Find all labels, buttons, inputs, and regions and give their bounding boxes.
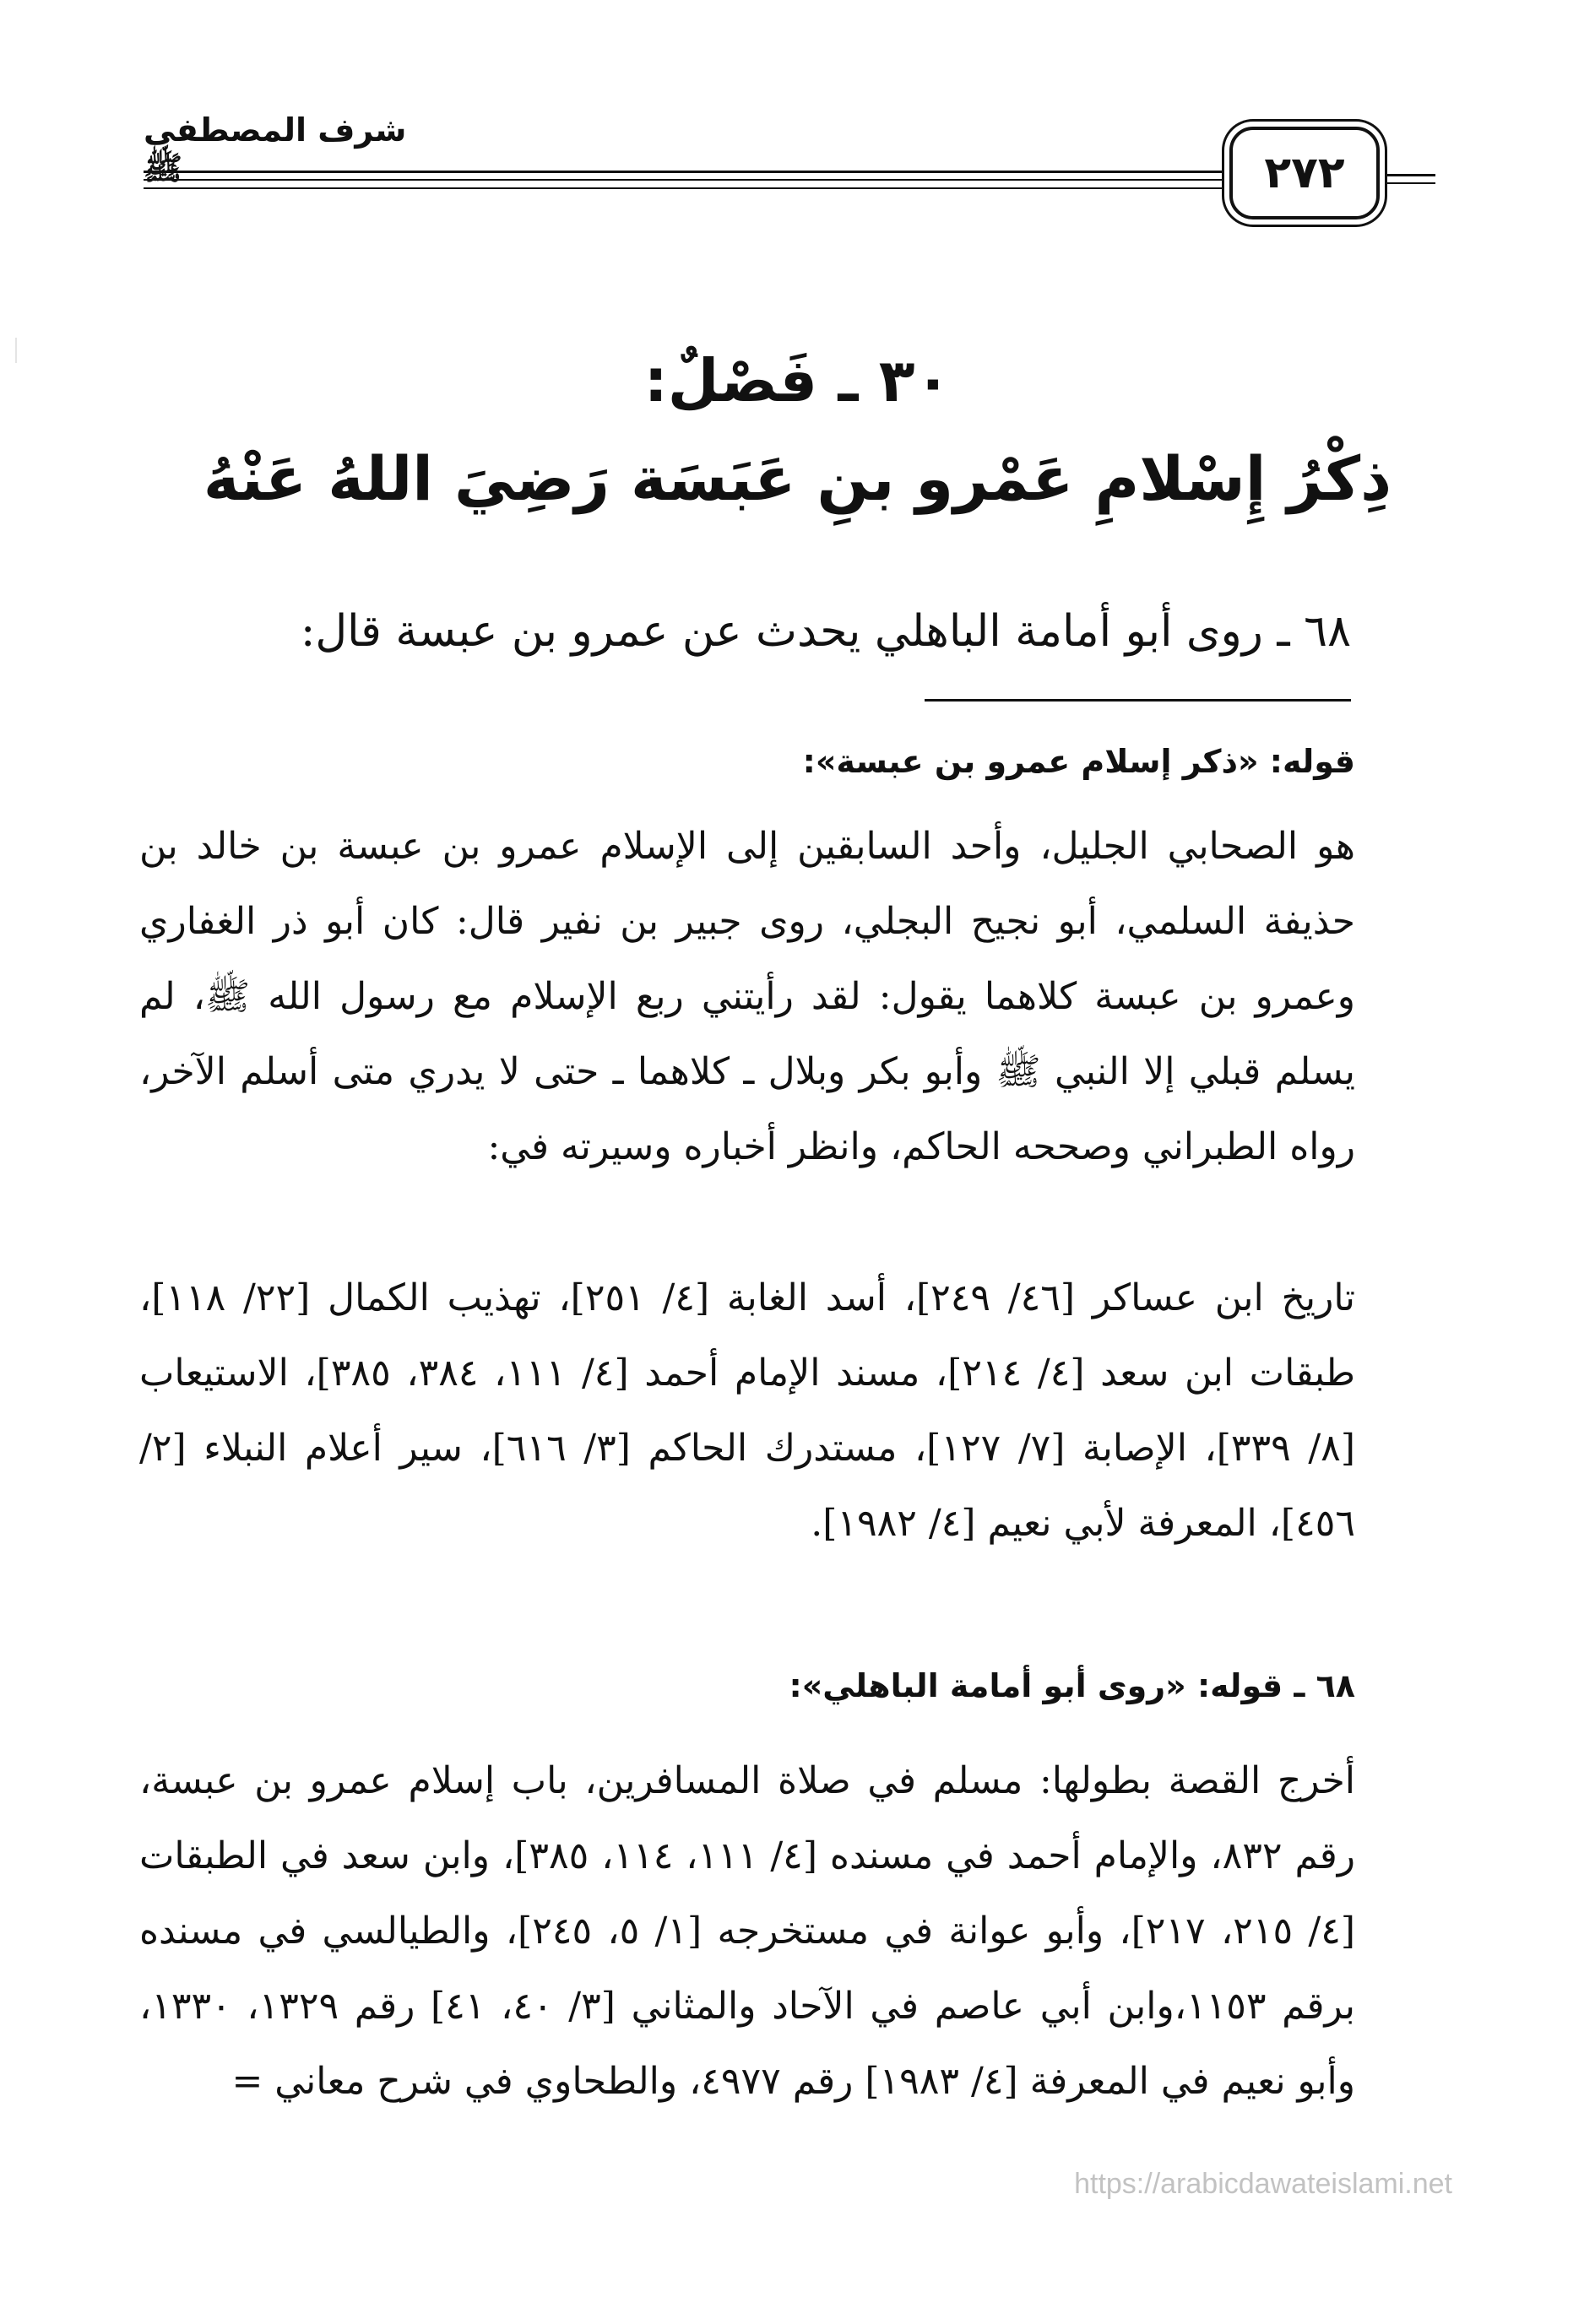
footnote-block-2 — [139, 1667, 1355, 1704]
hadith-text: ٦٨ ـ روى أبو أمامة الباهلي يحدث عن عمرو بن عبسة قال: — [300, 606, 1351, 657]
footnote-text: أخرج القصة بطولها: مسلم في صلاة المسافرين، باب إسلام عمرو بن عبسة، رقم ٨٣٢، والإمام أحمد في مسنده [٤/ ١١١، ١١٤، ٣٨٥]، وابن سعد في الطبقات [٤/ ٢١٥، ٢١٧]، وأبو عوانة في مستخرجه [١/ ٥، ٢٤٥]، والطيالسي في مسنده برقم ١١٥٣،وابن أبي عاصم في الآحاد والمثاني [٣/ ٤٠، ٤١] رقم ١٣٢٩، ١٣٣٠، وأبو نعيم في المعرفة [٤/ ١٩٨٣] رقم ٤٩٧٧، والطحاوي في شرح معاني = — [139, 1759, 1356, 2103]
running-header-title: شرف المصطفى ﷺ — [144, 111, 407, 187]
chapter-number: ٣٠ ـ فَصْلٌ: — [643, 346, 952, 415]
footnote-separator — [925, 699, 1351, 702]
footnote-label: قوله: «ذكر إسلام عمرو بن عبسة»: — [802, 743, 1355, 780]
footnote-text: هو الصحابي الجليل، وأحد السابقين إلى الإسلام عمرو بن عبسة بن خالد بن حذيفة السلمي، أبو نجيح البجلي، روى جبير بن نفير قال: كان أبو ذر الغفاري وعمرو بن عبسة كلاهما يقول: لقد رأيتني ربع الإسلام مع رسول الله ﷺ، لم يسلم قبلي إلا النبي ﷺ وأبو بكر وبلال ـ كلاهما ـ حتى لا يدري متى أسلم الآخر، رواه الطبراني وصححه الحاكم، وانظر أخباره وسيرته في: — [139, 825, 1355, 1168]
footnote-paragraph — [139, 809, 1355, 1184]
watermark-url: https://arabicdawateislami.net — [1074, 2168, 1452, 2200]
chapter-title: ذِكْرُ إِسْلامِ عَمْرو بنِ عَبَسَة رَضِيَ اللهُ عَنْهُ — [203, 443, 1392, 514]
header-rule — [144, 187, 1241, 189]
footnote-paragraph — [139, 1260, 1355, 1561]
footnote-block-1 — [139, 743, 1355, 780]
header-rule — [144, 179, 1241, 181]
footnote-paragraph — [139, 1743, 1355, 2119]
footnote-label: ٦٨ ـ قوله: «روى أبو أمامة الباهلي»: — [789, 1667, 1355, 1704]
footnote-references: تاريخ ابن عساكر [٤٦/ ٢٤٩]، أسد الغابة [٤/ ٢٥١]، تهذيب الكمال [٢٢/ ١١٨]، طبقات ابن سعد [٤/ ٢١٤]، مسند الإمام أحمد [٤/ ١١١، ٣٨٤، ٣٨٥]، الاستيعاب [٨/ ٣٣٩]، الإصابة [٧/ ١٢٧]، مستدرك الحاكم [٣/ ٦١٦]، سير أعلام النبلاء [٢/ ٤٥٦]، المعرفة لأبي نعيم [٤/ ١٩٨٢]. — [139, 1276, 1356, 1545]
header-rule — [1385, 174, 1435, 176]
header-rule — [144, 171, 1241, 173]
header-rule — [1385, 182, 1435, 184]
page-number: ٢٧٢ — [1264, 148, 1345, 198]
